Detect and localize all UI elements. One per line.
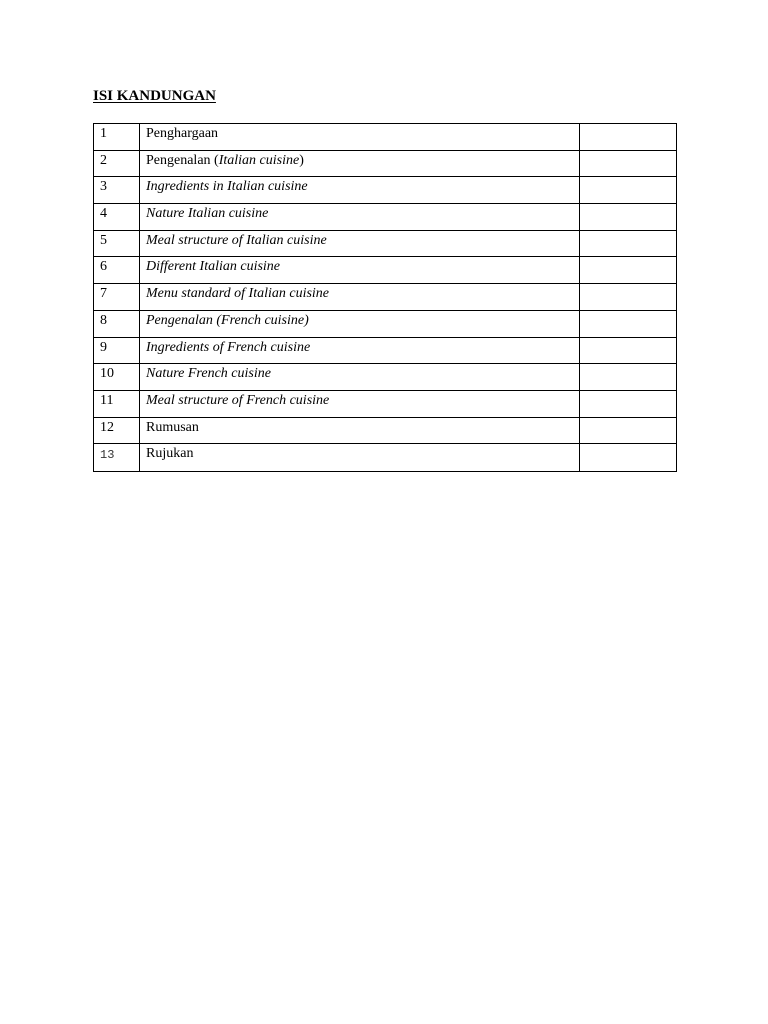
row-title: Nature Italian cuisine	[140, 204, 580, 231]
row-number: 5	[94, 230, 140, 257]
page-title: ISI KANDUNGAN	[93, 88, 216, 104]
row-page	[580, 230, 677, 257]
table-row	[94, 204, 677, 231]
table-row	[94, 364, 677, 391]
row-number: 10	[94, 364, 140, 391]
row-page	[580, 284, 677, 311]
row-title-suffix: )	[299, 152, 304, 168]
row-title: Rujukan	[140, 444, 580, 472]
row-page	[580, 364, 677, 391]
row-page	[580, 150, 677, 177]
row-page	[580, 257, 677, 284]
table-of-contents	[93, 123, 677, 472]
row-title: Penghargaan	[140, 124, 580, 151]
table-row	[94, 310, 677, 337]
row-title: Different Italian cuisine	[140, 257, 580, 284]
row-number: 11	[94, 390, 140, 417]
row-number: 12	[94, 417, 140, 444]
table-row	[94, 417, 677, 444]
row-title: Meal structure of Italian cuisine	[140, 230, 580, 257]
row-number: 1	[94, 124, 140, 151]
table-row	[94, 444, 677, 472]
table-row	[94, 257, 677, 284]
row-page	[580, 124, 677, 151]
row-page	[580, 204, 677, 231]
row-number: 9	[94, 337, 140, 364]
row-page	[580, 390, 677, 417]
row-number: 7	[94, 284, 140, 311]
row-number: 6	[94, 257, 140, 284]
row-number: 2	[94, 150, 140, 177]
row-title: Ingredients of French cuisine	[140, 337, 580, 364]
row-title	[140, 150, 580, 177]
table-row	[94, 390, 677, 417]
row-page	[580, 177, 677, 204]
table-row	[94, 150, 677, 177]
row-number: 4	[94, 204, 140, 231]
table-row	[94, 284, 677, 311]
row-number: 8	[94, 310, 140, 337]
table-row	[94, 230, 677, 257]
row-page	[580, 310, 677, 337]
row-title: Ingredients in Italian cuisine	[140, 177, 580, 204]
row-page	[580, 444, 677, 472]
row-title-italic: Italian cuisine	[218, 152, 300, 168]
row-title: Rumusan	[140, 417, 580, 444]
row-title: Pengenalan (French cuisine)	[140, 310, 580, 337]
row-page	[580, 417, 677, 444]
row-page	[580, 337, 677, 364]
table-row	[94, 177, 677, 204]
row-title-prefix: Pengenalan (	[146, 152, 219, 168]
row-number: 3	[94, 177, 140, 204]
row-title: Nature French cuisine	[140, 364, 580, 391]
row-title: Menu standard of Italian cuisine	[140, 284, 580, 311]
row-title: Meal structure of French cuisine	[140, 390, 580, 417]
table-row	[94, 337, 677, 364]
table-row	[94, 124, 677, 151]
row-number: 13	[94, 444, 140, 472]
